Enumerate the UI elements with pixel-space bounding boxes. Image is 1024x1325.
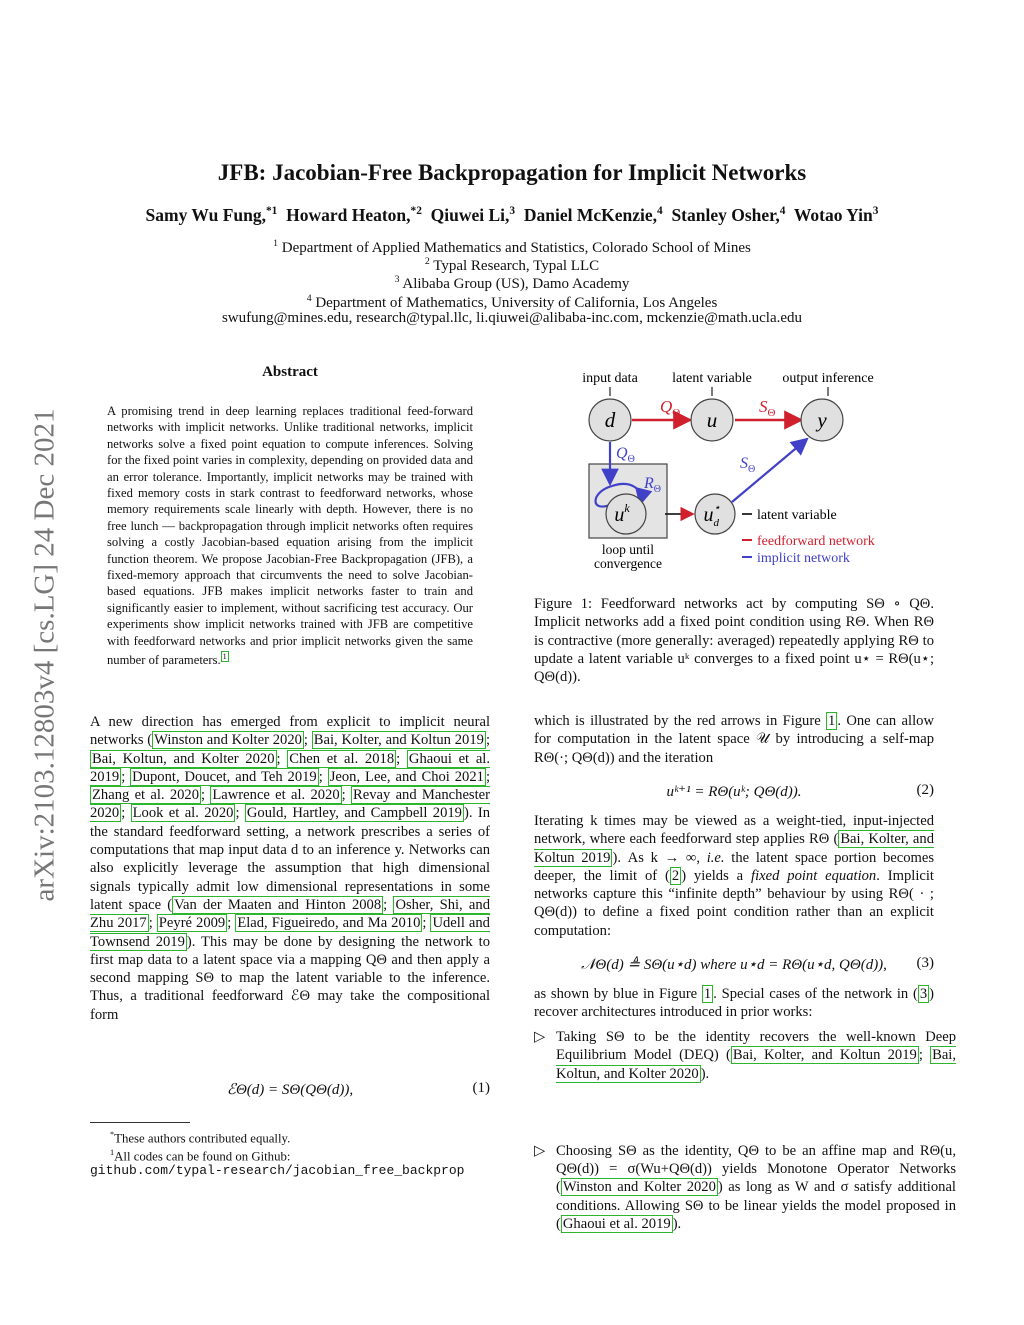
citation-link[interactable]: Udell and Townsend 2019: [90, 915, 490, 950]
citation-link[interactable]: Look et al. 2020: [132, 805, 234, 822]
triangle-bullet-icon: ▷: [534, 1029, 546, 1045]
author: Stanley Osher,$^4$: [671, 205, 786, 225]
legend-implicit: implicit network: [757, 551, 850, 566]
abstract-text: A promising trend in deep learning replaces traditional feed-forward networks with implicit networks. Unlike traditional networks, implicit networks solve a fixed point equation to compute inferences. Solving for the fixed point varies in complexity, depending on provided data and an error tolerance. Importantly, implicit networks may be trained with fixed memory costs in stark contrast to feedforward networks, whose memory requirements scale linearly with depth. However, there is no free lunch — backpropagation through implicit networks often requires solving a costly Jacobian-based equation arising from the implicit function theorem. We propose Jacobian-Free Backpropagation (JFB), a fixed-memory approach that circumvents the need to solve Jacobian-based equations. JFB makes implicit networks faster to train and significantly easier to implement, without sacrificing test accuracy. Our experiments show implicit networks trained with JFB are competitive with feedforward networks and prior implicit networks given the same number of parameters.: [107, 404, 473, 668]
citation-link[interactable]: Gould, Hartley, and Campbell 2019: [246, 805, 462, 822]
label-latent-variable: latent variable: [672, 371, 752, 386]
footnote-one: $^1$All codes can be found on Github:: [110, 1148, 291, 1164]
author: Qiuwei Li,$^3$: [430, 205, 516, 225]
node-y-label: y: [817, 408, 827, 432]
author: Wotao Yin$^3$: [793, 205, 879, 225]
node-uk-label: $u^k$: [614, 501, 630, 526]
equation-2: uᵏ⁺¹ = RΘ(uᵏ; QΘ(d)). (2): [666, 782, 934, 800]
citation-link[interactable]: Chen et al. 2018: [289, 750, 395, 767]
citation-link[interactable]: Elad, Figueiredo, and Ma 2010: [237, 915, 421, 932]
citation-link[interactable]: Ghaoui et al. 2019: [562, 1216, 671, 1233]
citation-link[interactable]: Jeon, Lee, and Choi 2021: [329, 768, 484, 785]
citation-link[interactable]: Osher, Shi, and Zhu 2017: [90, 896, 490, 932]
citation-link[interactable]: Dupont, Doucet, and Teh 2019: [132, 768, 317, 785]
equation-ref-link[interactable]: 3: [919, 986, 928, 1002]
footnote-star: *These authors contributed equally.: [110, 1130, 291, 1146]
arxiv-sidebar-stamp: [20, 345, 70, 965]
right-paragraph-2: Iterating k times may be viewed as a weight-tied, input-injected network, where each feedforward step applies RΘ ( Bai, Kolter, and Koltun 2019 ). As k → ∞, i.e. the latent space portion becomes deeper, the limit of ( 2 ) yields a fixed point equation. Implicit networks capture this “infinite depth” behaviour by using RΘ( · ; QΘ(d)) to define a fixed point condition rather than an explicit computation:: [534, 813, 935, 939]
citation-link[interactable]: Bai, Kolter, and Koltun 2019: [732, 1047, 917, 1064]
footnote-url[interactable]: github.com/typal-research/jacobian_free_backprop: [90, 1163, 465, 1178]
figure-ref-link[interactable]: 1: [828, 713, 836, 729]
abstract-heading: Abstract: [262, 364, 318, 380]
footnote-link[interactable]: 1: [222, 652, 227, 662]
label-input-data: input data: [582, 371, 638, 386]
equation-number: (2): [916, 782, 934, 798]
citation-link[interactable]: Winston and Kolter 2020: [562, 1179, 716, 1196]
bullet-item-monotone: ▷ Choosing SΘ as the identity, QΘ to be an affine map and RΘ(u, QΘ(d)) = σ(Wu+QΘ(d)) yields Monotone Operator Networks ( Winston and Kolter 2020 ) as long as W and σ satisfy additional conditions. Allowing SΘ to be linear yields the model proposed in ( Ghaoui et al. 2019 ).: [534, 1142, 956, 1233]
bullet-item-deq: ▷ Taking SΘ to be the identity recovers the well-known Deep Equilibrium Model (DEQ) ( Bai, Kolter, and Koltun 2019 ; Bai, Koltun, and Kolter 2020 ).: [534, 1029, 957, 1082]
triangle-bullet-icon: ▷: [534, 1142, 546, 1159]
right-paragraph-3: as shown by blue in Figure 1 . Special cases of the network in ( 3 ) recover architectures introduced in prior works:: [534, 986, 934, 1021]
label-output-inference: output inference: [782, 371, 874, 386]
label-convergence: convergence: [594, 556, 662, 571]
citation-link[interactable]: Revay and Manchester 2020: [90, 787, 490, 822]
legend-latent-variable: latent variable: [757, 508, 837, 523]
edge-label-s-implicit: $S_\Theta$: [740, 455, 756, 475]
citation-link[interactable]: Winston and Kolter 2020: [154, 732, 302, 749]
author: Samy Wu Fung,$^{*1}$: [145, 205, 278, 225]
affiliation: $^1$ Department of Applied Mathematics and Statistics, Colorado School of Mines: [273, 238, 751, 256]
affiliation: $^3$ Alibaba Group (US), Damo Academy: [394, 274, 630, 292]
citation-link[interactable]: Van der Maaten and Hinton 2008: [174, 896, 382, 913]
edge-label-r: $R_\Theta$: [644, 475, 662, 495]
citation-link[interactable]: Bai, Kolter, and Koltun 2019: [534, 831, 934, 866]
node-d-label: d: [604, 408, 616, 432]
equation-number: (3): [916, 955, 934, 971]
author-emails: swufung@mines.edu, research@typal.llc, li.qiuwei@alibaba-inc.com, mckenzie@math.ucla.edu: [221, 310, 803, 326]
edge-label-s: $S_\Theta$: [759, 397, 776, 419]
node-ud-label: u⋆ d: [703, 502, 721, 529]
author: Daniel McKenzie,$^4$: [523, 205, 663, 225]
author-list: [0, 205, 1024, 226]
equation-ref-link[interactable]: 2: [671, 867, 680, 884]
equation-1: ℰΘ(d) = SΘ(QΘ(d)), (1): [226, 1080, 490, 1098]
edge-label-q-implicit: $Q_\Theta$: [616, 445, 635, 465]
figure-1-diagram: [560, 364, 930, 579]
figure-ref-link[interactable]: 1: [703, 986, 712, 1002]
abstract-body: [107, 403, 473, 669]
affiliation: $^4$ Department of Mathematics, University of California, Los Angeles: [306, 293, 718, 311]
arxiv-id: arXiv:2103.12803v4 [cs.LG] 24 Dec 2021: [28, 408, 61, 902]
citation-link[interactable]: Bai, Koltun, and Kolter 2020: [92, 750, 275, 767]
footnote-rule: [90, 1122, 190, 1123]
citation-link[interactable]: Lawrence et al. 2020: [212, 787, 340, 804]
author: Howard Heaton,$^{*2}$: [286, 205, 422, 225]
equation-number: (1): [472, 1080, 490, 1096]
affiliation: $^2$ Typal Research, Typal LLC: [424, 256, 600, 274]
citation-link[interactable]: Bai, Koltun, and Kolter 2020: [556, 1047, 957, 1082]
edge-label-q: $Q_\Theta$: [660, 397, 681, 419]
right-paragraph-1: which is illustrated by the red arrows in Figure 1 . One can allow for computation in the latent space 𝒰 by introducing a self-map RΘ(·; QΘ(d)) and the iteration: [534, 713, 934, 766]
equation-3: 𝒩Θ(d) ≜ SΘ(u⋆d) where u⋆d = RΘ(u⋆d, QΘ(d)), (3): [581, 955, 934, 973]
citation-link[interactable]: Ghaoui et al. 2019: [90, 750, 491, 785]
citation-link[interactable]: Zhang et al. 2020: [92, 787, 200, 804]
legend-feedforward: feedforward network: [757, 534, 875, 549]
paper-title: JFB: Jacobian-Free Backpropagation for Implicit Networks: [217, 160, 807, 185]
node-u-label: u: [706, 408, 718, 432]
citation-link[interactable]: Peyré 2009: [158, 915, 226, 932]
figure-1-caption: Figure 1: Feedforward networks act by computing SΘ ∘ QΘ. Implicit networks add a fixed point condition using RΘ. When RΘ is contractive (more generally: averaged) repeatedly applying RΘ to update a latent variable uᵏ converges to a fixed point u⋆ = RΘ(u⋆; QΘ(d)).: [534, 596, 934, 686]
label-loop-until: loop until: [601, 542, 655, 557]
intro-paragraph: A new direction has emerged from explicit to implicit neural networks ( Winston and Kolter 2020 ; Bai, Kolter, and Koltun 2019 ; Bai, Koltun, and Kolter 2020 ; Chen et al. 2018 ; Ghaoui et al. 2019 ; Dupont, Doucet, and Teh 2019 ; Jeon, Lee, and Choi 2021 ; Zhang et al. 2020 ; Lawrence et al. 2020 ; Revay and Manchester 2020 ; Look et al. 2020 ; Gould, Hartley, and Campbell 2019 ). In the standard feedforward setting, a network prescribes a series of computations that map input data d to an inference y. Networks can also explicitly leverage the assumption that high dimensional signals typically admit low dimensional representations in some latent space ( Van der Maaten and Hinton 2008 ; Osher, Shi, and Zhu 2017 ; Peyré 2009 ; Elad, Figueiredo, and Ma 2010 ; Udell and Townsend 2019 ). This may be done by designing the network to first map data to a latent space via a mapping QΘ and then apply a second mapping SΘ to map the latent variable to the inference. Thus, a traditional feedforward ℰΘ may take the compositional form: [90, 714, 491, 1023]
citation-link[interactable]: Bai, Kolter, and Koltun 2019: [313, 732, 484, 749]
